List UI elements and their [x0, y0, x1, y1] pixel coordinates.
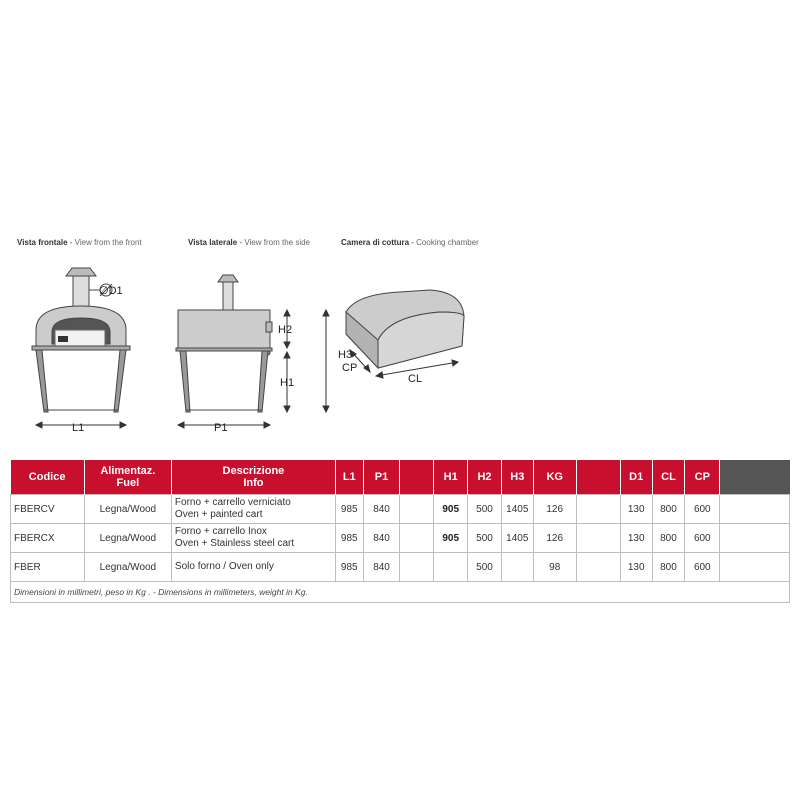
cell-p1: 840 — [363, 524, 400, 553]
header-kg: KG — [533, 460, 576, 495]
side-view-drawing — [176, 275, 272, 412]
cell-p1: 840 — [363, 495, 400, 524]
header-h2: H2 — [468, 460, 502, 495]
header-alimentaz: Alimentaz. Fuel — [84, 460, 171, 495]
cell-desc: Forno + carrello verniciato Oven + painted cart — [171, 495, 335, 524]
cell-codice: FBERCX — [11, 524, 85, 553]
side-view-label: Vista laterale - View from the side — [188, 238, 310, 247]
table-row — [11, 495, 790, 524]
cell-empty — [720, 495, 790, 524]
cell-h3: 1405 — [501, 524, 533, 553]
dim-d1: ∅D1 — [99, 285, 123, 297]
header-descrizione: Descrizione Info — [171, 460, 335, 495]
cell-h1 — [434, 553, 468, 582]
header-h3: H3 — [501, 460, 533, 495]
cell-empty — [576, 553, 620, 582]
cell-empty — [720, 524, 790, 553]
cell-l1: 985 — [335, 524, 363, 553]
cell-d1: 130 — [620, 524, 652, 553]
dim-l1: L1 — [72, 422, 85, 434]
cell-h1: 905 — [434, 524, 468, 553]
cell-d1: 130 — [620, 553, 652, 582]
table-row — [11, 524, 790, 553]
cell-cl: 800 — [652, 495, 685, 524]
cell-h1: 905 — [434, 495, 468, 524]
table-note-row — [11, 582, 790, 603]
dim-h2: H2 — [278, 324, 293, 336]
cell-codice: FBER — [11, 553, 85, 582]
cell-alim: Legna/Wood — [84, 495, 171, 524]
cell-empty — [400, 495, 434, 524]
table-header-row — [11, 460, 790, 495]
header-p1: P1 — [363, 460, 400, 495]
header-codice: Codice — [11, 460, 85, 495]
cell-empty — [576, 524, 620, 553]
chamber-drawing — [346, 290, 464, 368]
dim-cl: CL — [408, 373, 423, 385]
header-l1: L1 — [335, 460, 363, 495]
cell-cp: 600 — [685, 524, 720, 553]
header-cl: CL — [652, 460, 685, 495]
dim-cp: CP — [342, 362, 358, 374]
dim-p1: P1 — [214, 422, 228, 434]
header-cp: CP — [685, 460, 720, 495]
header-empty-2 — [576, 460, 620, 495]
table-row — [11, 553, 790, 582]
cell-d1: 130 — [620, 495, 652, 524]
cell-cl: 800 — [652, 524, 685, 553]
cell-h2: 500 — [468, 495, 502, 524]
cell-l1: 985 — [335, 495, 363, 524]
cell-kg: 126 — [533, 524, 576, 553]
header-dark-cell — [720, 460, 790, 495]
front-view-label: Vista frontale - View from the front — [17, 238, 142, 247]
header-h1: H1 — [434, 460, 468, 495]
cell-p1: 840 — [363, 553, 400, 582]
cell-h2: 500 — [468, 553, 502, 582]
table-note: Dimensioni in millimetri, peso in Kg . - Dimensions in millimeters, weight in Kg. — [11, 582, 790, 603]
cell-empty — [720, 553, 790, 582]
cell-kg: 98 — [533, 553, 576, 582]
dim-h1: H1 — [280, 377, 295, 389]
cell-h3 — [501, 553, 533, 582]
cell-l1: 985 — [335, 553, 363, 582]
spec-table — [10, 460, 790, 603]
cell-empty — [400, 524, 434, 553]
cell-h3: 1405 — [501, 495, 533, 524]
cell-cp: 600 — [685, 553, 720, 582]
chamber-view-label: Camera di cottura - Cooking chamber — [341, 238, 479, 247]
cell-cp: 600 — [685, 495, 720, 524]
dim-h3: H3 — [338, 349, 353, 361]
header-empty-1 — [400, 460, 434, 495]
header-d1: D1 — [620, 460, 652, 495]
cell-desc: Solo forno / Oven only — [171, 553, 335, 582]
cell-alim: Legna/Wood — [84, 553, 171, 582]
cell-codice: FBERCV — [11, 495, 85, 524]
cell-empty — [400, 553, 434, 582]
cell-alim: Legna/Wood — [84, 524, 171, 553]
cell-desc: Forno + carrello Inox Oven + Stainless steel cart — [171, 524, 335, 553]
cell-cl: 800 — [652, 553, 685, 582]
cell-empty — [576, 495, 620, 524]
cell-kg: 126 — [533, 495, 576, 524]
cell-h2: 500 — [468, 524, 502, 553]
